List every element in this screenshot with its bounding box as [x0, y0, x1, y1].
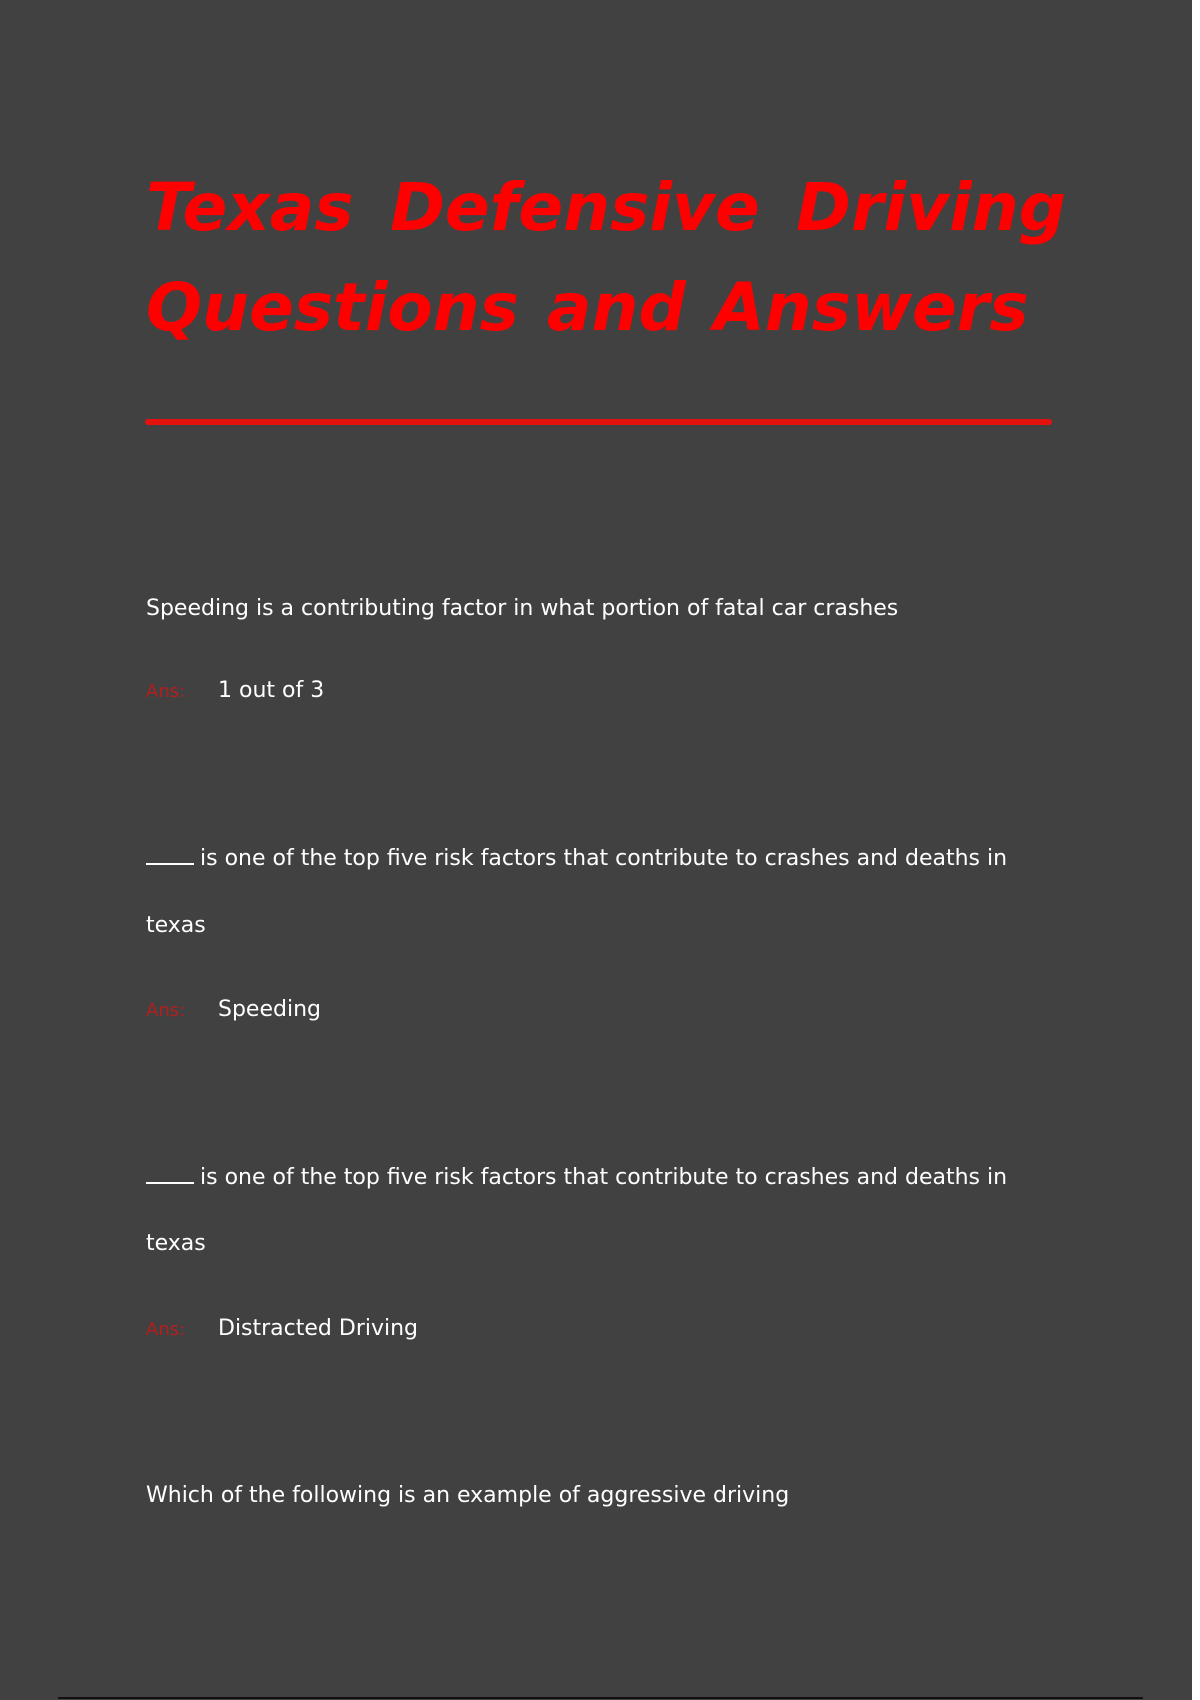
title-word: Defensive [390, 169, 760, 246]
title-word: Texas [146, 169, 354, 246]
question-text [146, 843, 1007, 874]
question-line-1: is one of the top five risk factors that contribute to crashes and deaths in [200, 1165, 1008, 1190]
answer-label: Ans: [146, 1000, 186, 1021]
fill-in-blank [146, 843, 194, 865]
answer-row [146, 995, 321, 1025]
title-word: Driving [796, 169, 1066, 246]
answer-text: Distracted Driving [218, 1316, 419, 1341]
answer-row [146, 1314, 418, 1344]
title-word: Questions [146, 269, 519, 346]
fill-in-blank [146, 1162, 194, 1184]
answer-text: Speeding [218, 997, 321, 1022]
title-divider [145, 419, 1052, 425]
answer-text: 1 out of 3 [218, 678, 325, 703]
page-edge [1192, 0, 1200, 1700]
title-line-2 [146, 258, 1066, 358]
answer-label: Ans: [146, 681, 186, 702]
question-text [146, 1162, 1007, 1193]
question-line-2: texas [146, 1231, 206, 1256]
question-text: Which of the following is an example of aggressive driving [146, 1483, 790, 1508]
title-word: Answers [713, 269, 1029, 346]
question-line-1: is one of the top five risk factors that contribute to crashes and deaths in [200, 846, 1008, 871]
question-text: Speeding is a contributing factor in what portion of fatal car crashes [146, 596, 899, 621]
answer-label: Ans: [146, 1319, 186, 1340]
question-line-2: texas [146, 913, 206, 938]
footer-divider [58, 1697, 1143, 1699]
title-line-1 [146, 158, 1066, 258]
title-word: and [546, 269, 686, 346]
page-title [146, 158, 1066, 358]
answer-row [146, 676, 324, 706]
